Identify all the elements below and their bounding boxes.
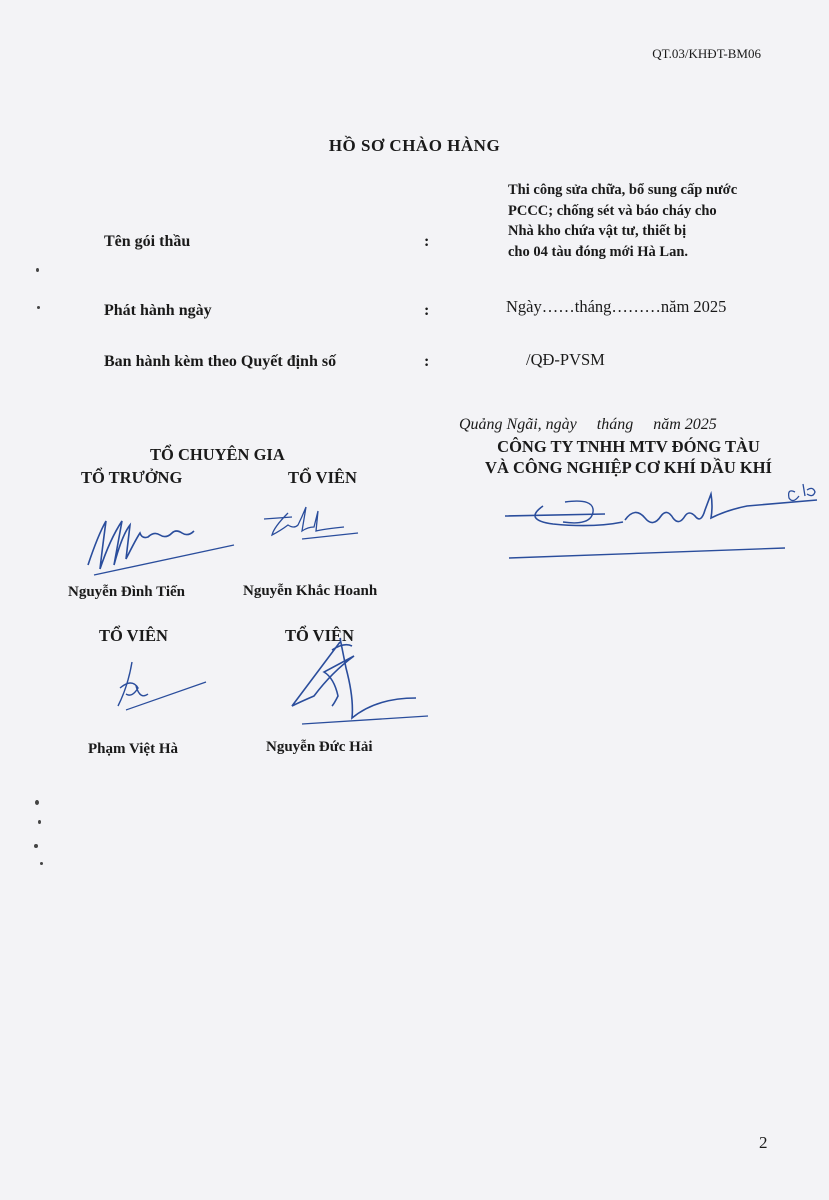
member-signature	[280, 636, 430, 736]
signer-name: Nguyễn Khắc Hoanh	[243, 583, 378, 599]
team-leader-signature	[84, 505, 244, 585]
signer-name: Nguyễn Đức Hải	[266, 739, 373, 755]
scan-speck	[34, 844, 38, 848]
role-team-leader: TỔ TRƯỞNG	[81, 468, 183, 487]
scan-speck	[36, 268, 39, 272]
company-name	[446, 436, 811, 478]
signer-name: Phạm Việt Hà	[88, 741, 178, 757]
decision-value: /QĐ-PVSM	[526, 350, 605, 369]
scan-speck	[37, 306, 40, 309]
role-member: TỔ VIÊN	[285, 626, 354, 645]
signer-name: Nguyễn Đình Tiến	[68, 584, 185, 600]
company-name-line: VÀ CÔNG NGHIỆP CƠ KHÍ DẦU KHÍ	[485, 458, 772, 477]
place-date: Quảng Ngãi, ngày tháng năm 2025	[459, 416, 717, 433]
package-name-line: cho 04 tàu đóng mới Hà Lan.	[508, 243, 689, 260]
package-name-line: PCCC; chống sét và báo cháy cho	[508, 202, 717, 219]
field-label-package: Tên gói thầu	[104, 233, 191, 250]
form-code: QT.03/KHĐT-BM06	[652, 46, 761, 61]
expert-group-title: TỔ CHUYÊN GIA	[150, 445, 285, 464]
scan-speck	[38, 820, 41, 824]
member-signature	[258, 505, 368, 555]
package-name	[508, 180, 798, 262]
field-label-issue-date: Phát hành ngày	[104, 302, 212, 319]
page-number: 2	[759, 1133, 768, 1152]
role-member: TỔ VIÊN	[288, 468, 357, 487]
director-signature	[495, 480, 825, 570]
field-label-decision: Ban hành kèm theo Quyết định số	[104, 353, 337, 370]
scan-speck	[40, 862, 43, 865]
issue-date-value: Ngày……tháng………năm 2025	[506, 297, 727, 316]
role-member: TỔ VIÊN	[99, 626, 168, 645]
package-name-line: Nhà kho chứa vật tư, thiết bị	[508, 223, 687, 239]
package-name-line: Thi công sửa chữa, bổ sung cấp nước	[508, 182, 738, 198]
document-title: HỒ SƠ CHÀO HÀNG	[328, 136, 501, 155]
field-colon: :	[424, 353, 430, 370]
scan-speck	[35, 800, 39, 805]
field-colon: :	[424, 233, 430, 250]
member-signature	[106, 658, 216, 718]
field-colon: :	[424, 302, 430, 319]
company-name-line: CÔNG TY TNHH MTV ĐÓNG TÀU	[497, 437, 760, 456]
